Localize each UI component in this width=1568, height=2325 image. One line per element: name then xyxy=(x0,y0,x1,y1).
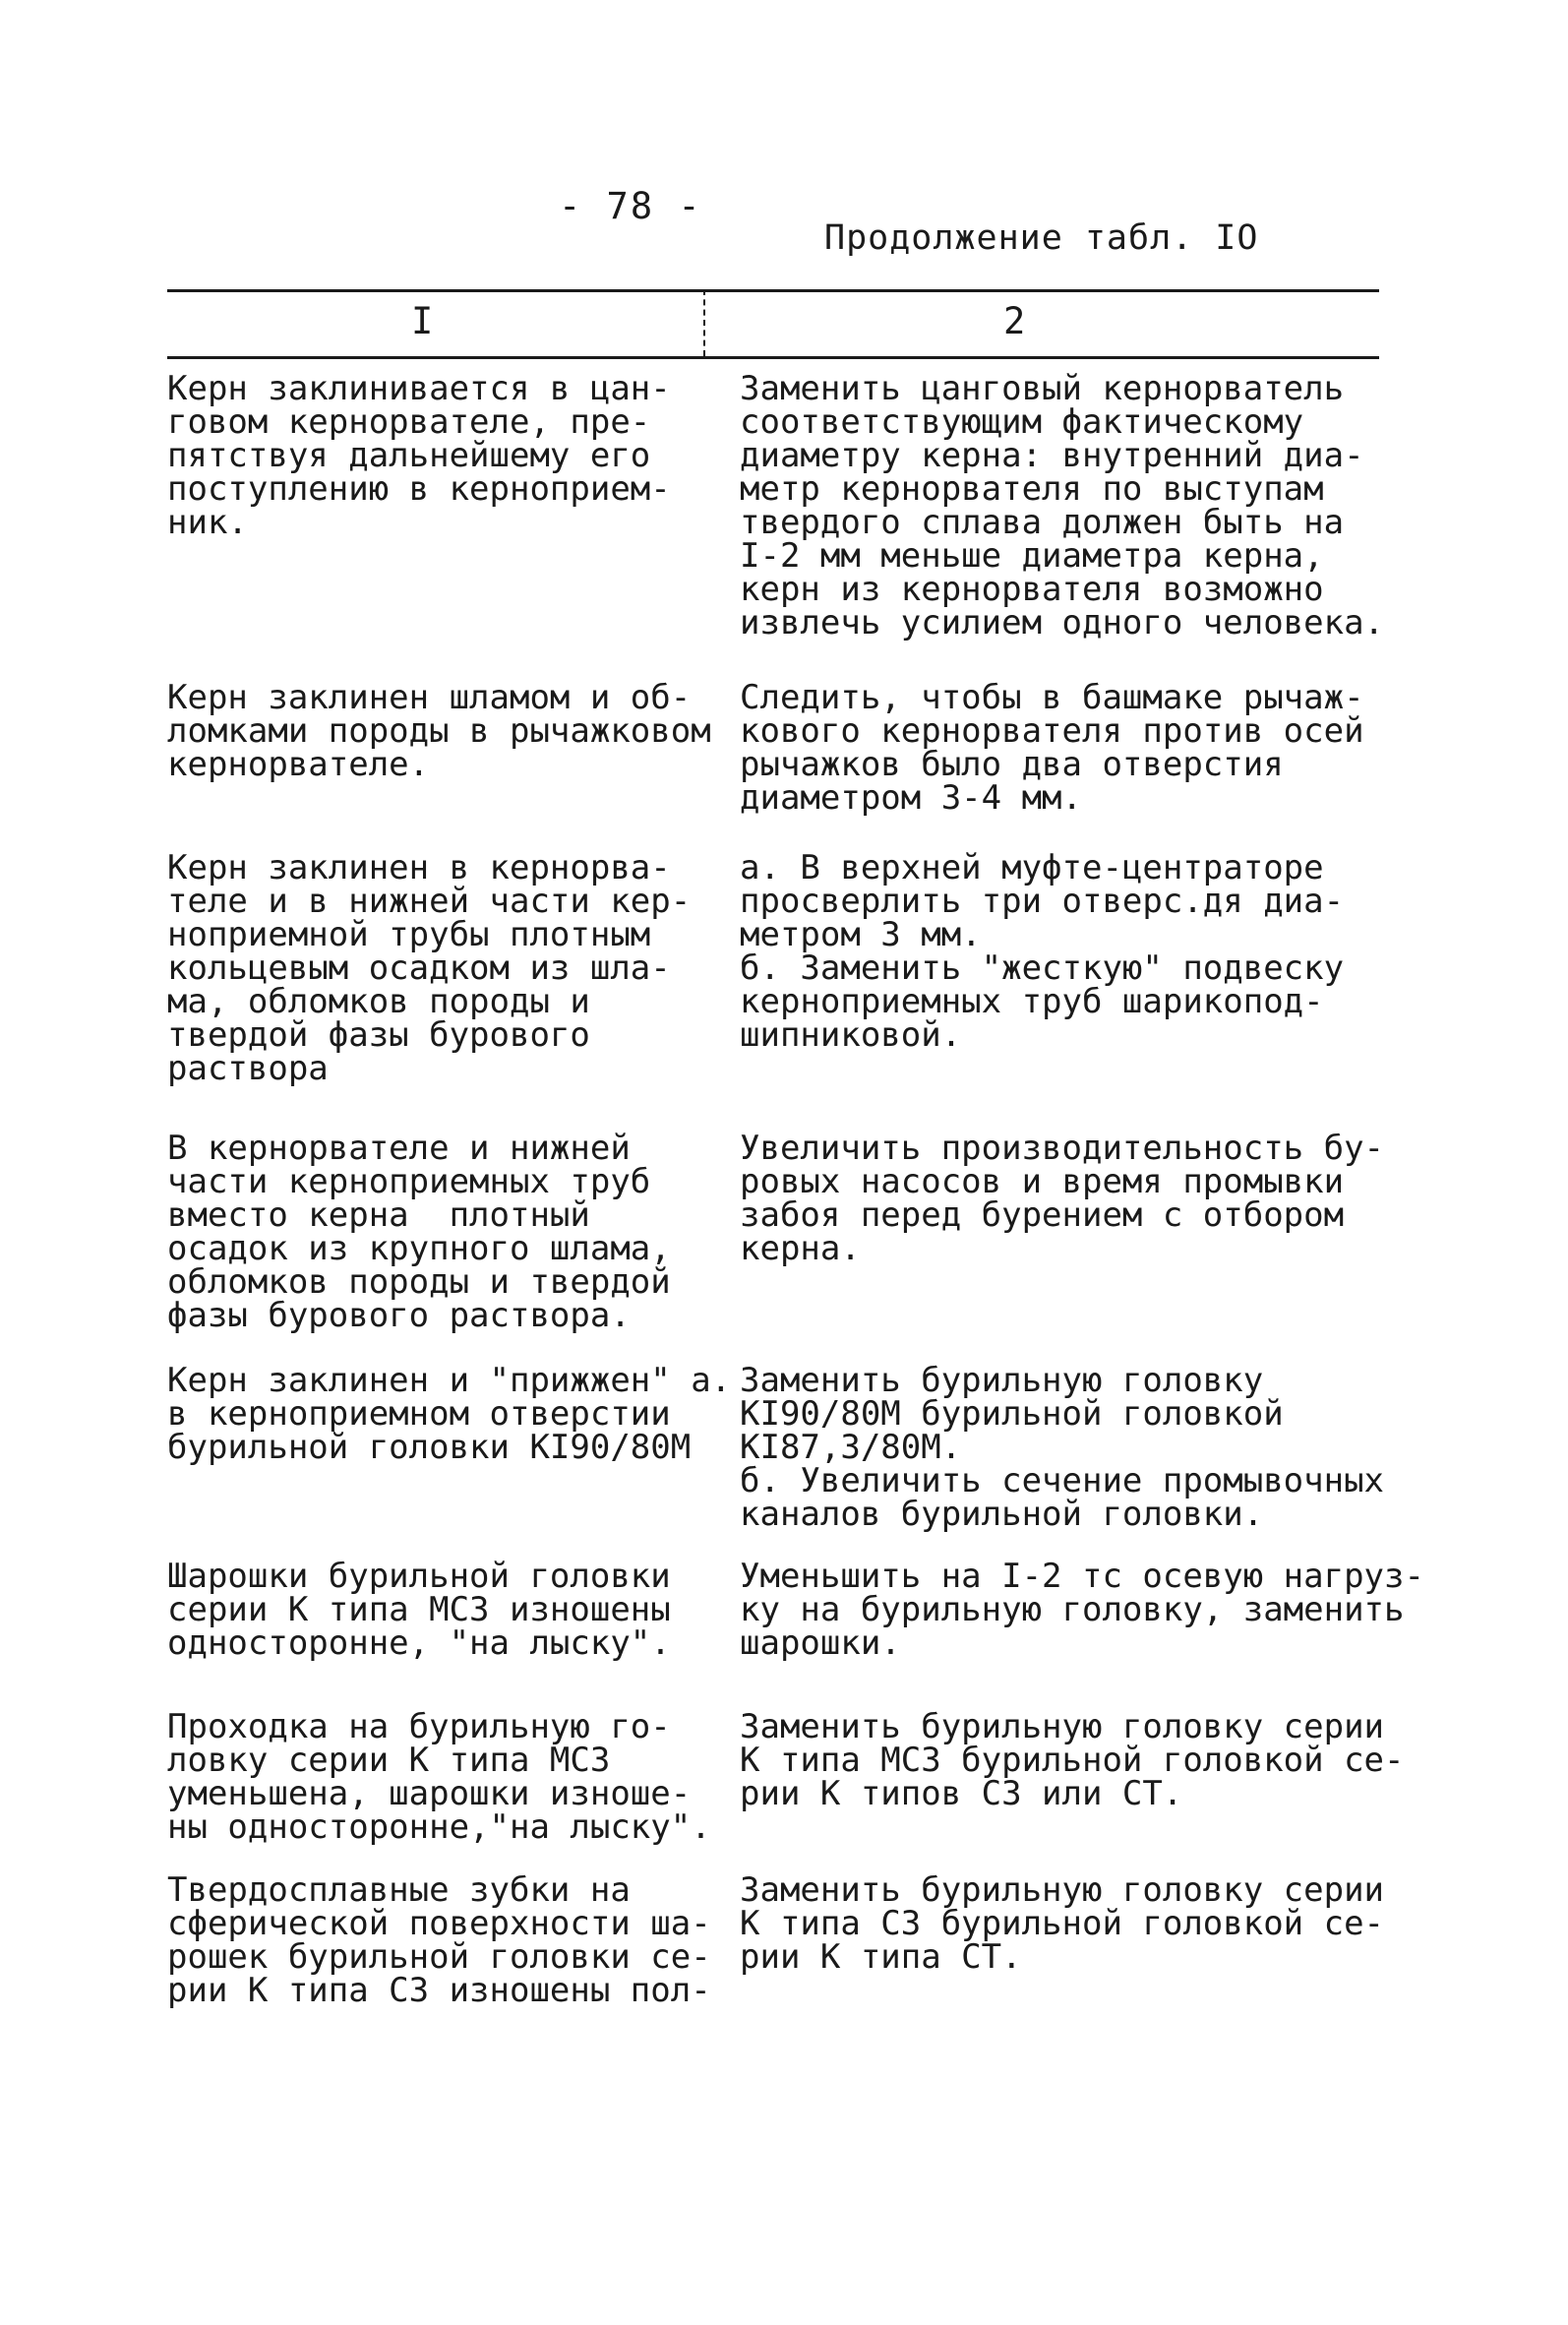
row-8-remedy: Заменить бурильную головку серии К типа СЗ бурильной головкой се- рии К типа СТ. xyxy=(740,1870,1385,1977)
row-2-problem: Керн заклинен шламом и об- ломками породы в рычажковом кернорвателе. xyxy=(167,678,711,784)
column-divider xyxy=(703,289,705,356)
table-top-rule xyxy=(167,289,1379,292)
row-2-remedy: Следить, чтобы в башмаке рычаж- кового кернорвателя против осей рычажков было два отверстия диаметром 3-4 мм. xyxy=(740,678,1364,818)
row-3-remedy: а. В верхней муфте-центраторе просверлить три отверс.дя диа- метром 3 мм. б. Заменить "жесткую" подвеску керноприемных труб шарикопод- шипниковой. xyxy=(740,848,1345,1055)
row-3-problem: Керн заклинен в кернорва- теле и в нижней части кер- ноприемной трубы плотным кольцевым осадком из шла- ма, обломков породы и твердой фазы бурового раствора xyxy=(167,848,692,1088)
page-number: - 78 - xyxy=(559,185,702,227)
row-4-problem: В кернорвателе и нижней части керноприемных труб вместо керна плотный осадок из крупного шлама, обломков породы и твердой фазы бурового раствора. xyxy=(167,1129,671,1335)
row-8-problem: Твердосплавные зубки на сферической поверхности ша- рошек бурильной головки се- рии К типа СЗ изношены пол- xyxy=(167,1870,711,2010)
row-7-remedy: Заменить бурильную головку серии К типа МСЗ бурильной головкой се- рии К типов СЗ или СТ. xyxy=(740,1707,1405,1813)
table-title: Продолжение табл. IO xyxy=(824,218,1259,258)
row-6-problem: Шарошки бурильной головки серии К типа МСЗ изношены односторонне, "на лыску". xyxy=(167,1557,671,1663)
row-4-remedy: Увеличить производительность бу- ровых насосов и время промывки забоя перед бурением с отбором керна. xyxy=(740,1129,1385,1268)
column-header-2: 2 xyxy=(1003,300,1026,342)
row-5-problem: Керн заклинен и "прижжен" а. в керноприемном отверстии бурильной головки КI90/80М xyxy=(167,1361,732,1467)
row-7-problem: Проходка на бурильную го- ловку серии К типа МСЗ уменьшена, шарошки изноше- ны односторонне,"на лыску". xyxy=(167,1707,711,1847)
row-5-remedy: Заменить бурильную головку КI90/80М бурильной головкой КI87,3/80М. б. Увеличить сечение промывочных каналов бурильной головки. xyxy=(740,1361,1385,1534)
table-header-rule xyxy=(167,356,1379,359)
row-1-problem: Керн заклинивается в цан- говом кернорвателе, пре- пятствуя дальнейшему его поступлению в керноприем- ник. xyxy=(167,369,671,542)
column-header-1: I xyxy=(411,300,434,342)
row-6-remedy: Уменьшить на I-2 тс осевую нагруз- ку на бурильную головку, заменить шарошки. xyxy=(740,1557,1424,1663)
row-1-remedy: Заменить цанговый кернорватель соответствующим фактическому диаметру керна: внутренний диа- метр кернорвателя по выступам твердого сплава должен быть на I-2 мм меньше диаметра керна, керн из кернорвателя возможно извлечь усилием одного человека. xyxy=(740,369,1385,642)
